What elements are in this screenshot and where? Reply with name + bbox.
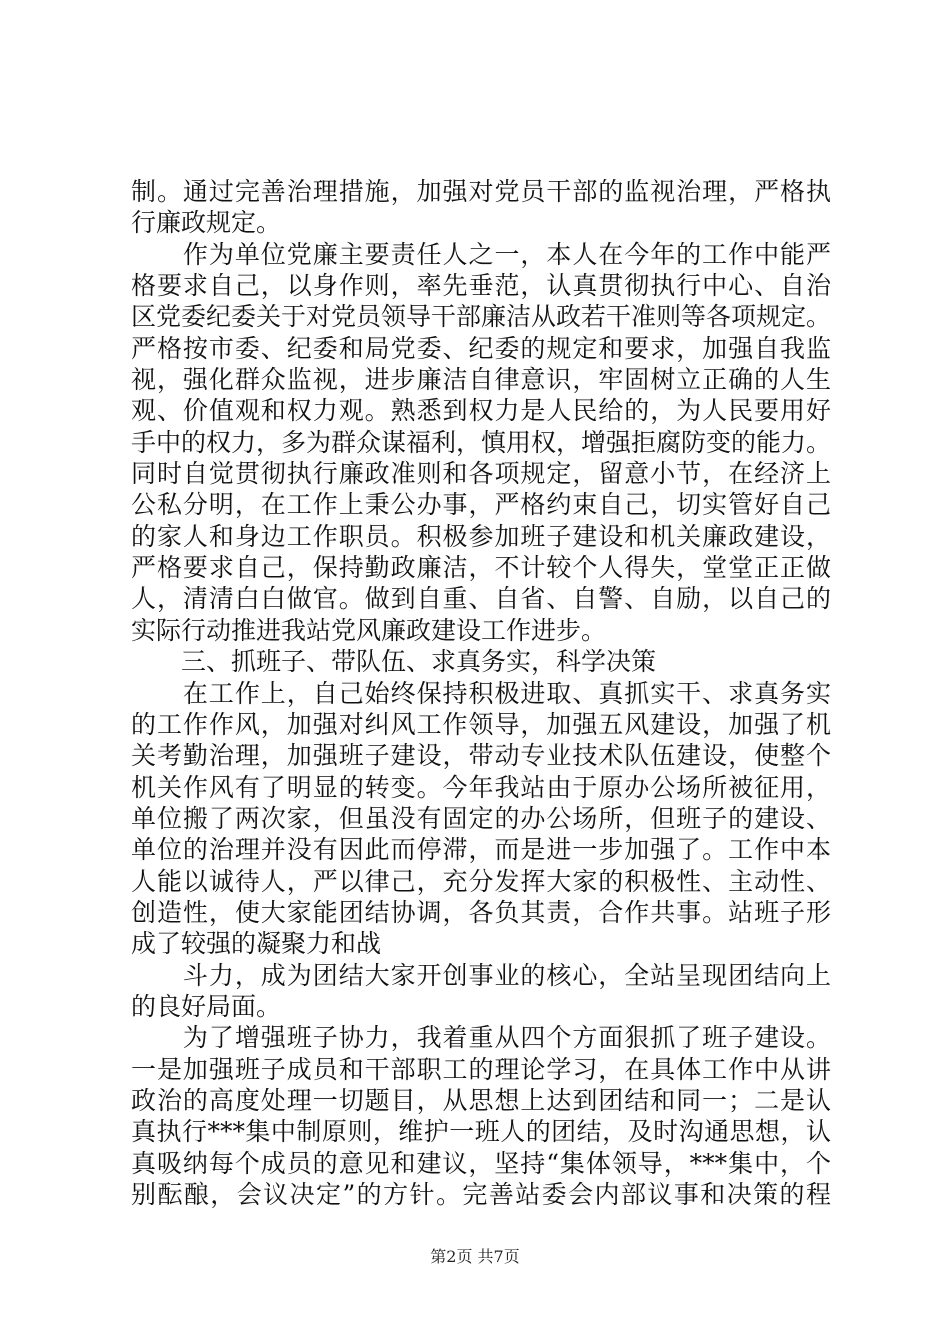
text-line: 视，强化群众监视，进步廉洁自律意识，牢固树立正确的人生 xyxy=(131,365,831,395)
text-line: 人能以诚待人，严以律己，充分发挥大家的积极性、主动性、 xyxy=(131,866,831,896)
text-line: 观、价值观和权力观。熟悉到权力是人民给的，为人民要用好 xyxy=(131,396,831,426)
text-line: 政治的高度处理一切题目，从思想上达到团结和同一；二是认 xyxy=(131,1085,831,1115)
text-line: 手中的权力，多为群众谋福利，慎用权，增强拒腐防变的能力。 xyxy=(131,427,832,457)
text-line: 单位搬了两次家，但虽没有固定的办公场所，但班子的建设、 xyxy=(131,803,831,833)
text-line: 的良好局面。 xyxy=(131,991,282,1021)
text-line: 实际行动推进我站党风廉政建设工作进步。 xyxy=(131,615,607,645)
text-line: 人，清清白白做官。做到自重、自省、自警、自励，以自己的 xyxy=(131,584,831,614)
text-line: 区党委纪委关于对党员领导干部廉洁从政若干准则等各项规定。 xyxy=(131,302,832,332)
text-line: 的家人和身边工作职员。积极参加班子建设和机关廉政建设， xyxy=(131,521,831,551)
text-line: 为了增强班子协力，我着重从四个方面狠抓了班子建设。 xyxy=(131,1023,831,1053)
text-line: 斗力，成为团结大家开创事业的核心，全站呈现团结向上 xyxy=(131,960,831,990)
text-line: 创造性，使大家能团结协调，各负其责，合作共事。站班子形 xyxy=(131,897,831,927)
text-line: 在工作上，自己始终保持积极进取、真抓实干、求真务实 xyxy=(131,678,831,708)
text-line: 公私分明，在工作上秉公办事，严格约束自己，切实管好自己 xyxy=(131,490,831,520)
body-text xyxy=(131,176,831,1210)
page-number-footer: 第2页 共7页 xyxy=(430,1247,520,1266)
section-heading: 三、抓班子、带队伍、求真务实，科学决策 xyxy=(131,647,657,677)
text-line: 行廉政规定。 xyxy=(131,208,282,238)
text-line: 格要求自己，以身作则，率先垂范，认真贯彻执行中心、自治 xyxy=(131,271,831,301)
text-line: 制。通过完善治理措施，加强对党员干部的监视治理，严格执 xyxy=(131,177,831,206)
text-line: 单位的治理并没有因此而停滞，而是进一步加强了。工作中本 xyxy=(131,835,831,865)
text-line: 严格要求自己，保持勤政廉洁，不计较个人得失，堂堂正正做 xyxy=(131,553,831,583)
text-line: 的工作作风，加强对纠风工作领导，加强五风建设，加强了机 xyxy=(131,709,831,739)
text-line: 别酝酿，会议决定”的方针。完善站委会内部议事和决策的程 xyxy=(131,1180,831,1209)
text-line: 真吸纳每个成员的意见和建议，坚持“集体领导，***集中，个 xyxy=(131,1148,831,1178)
text-line: 成了较强的凝聚力和战 xyxy=(131,929,382,959)
text-line: 关考勤治理，加强班子建设，带动专业技术队伍建设，使整个 xyxy=(131,741,831,771)
text-line: 一是加强班子成员和干部职工的理论学习，在具体工作中从讲 xyxy=(131,1054,831,1084)
text-line: 机关作风有了明显的转变。今年我站由于原办公场所被征用， xyxy=(131,772,831,802)
text-line: 同时自觉贯彻执行廉政准则和各项规定，留意小节，在经济上 xyxy=(131,459,831,489)
text-line: 严格按市委、纪委和局党委、纪委的规定和要求，加强自我监 xyxy=(131,333,831,363)
text-line: 作为单位党廉主要责任人之一，本人在今年的工作中能严 xyxy=(131,239,831,269)
text-line: 真执行***集中制原则，维护一班人的团结，及时沟通思想，认 xyxy=(131,1117,831,1147)
